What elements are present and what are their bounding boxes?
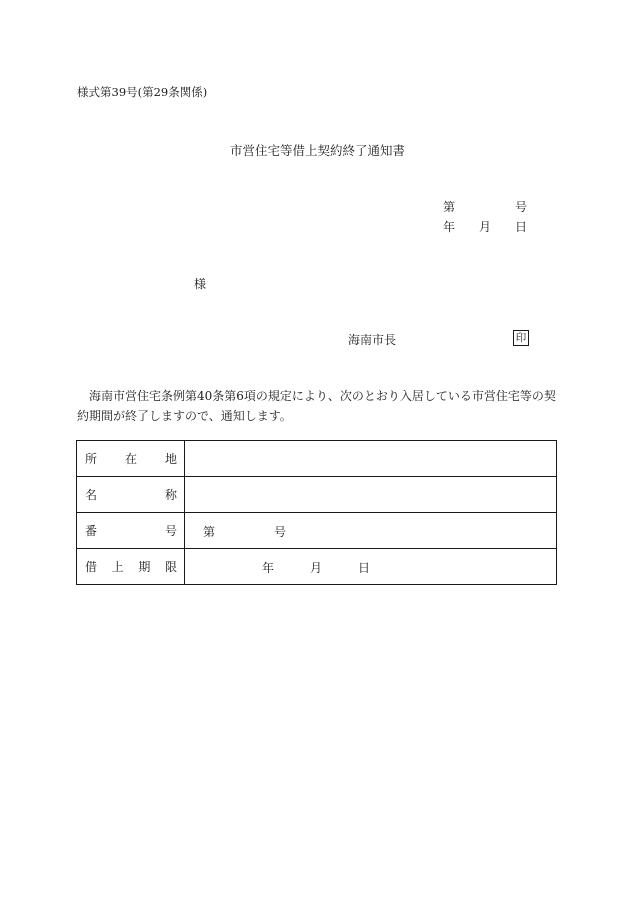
number-label-cell	[77, 513, 185, 549]
document-number-label: 第	[443, 200, 456, 214]
label-char: 地	[164, 452, 177, 466]
number-suffix: 号	[274, 525, 287, 539]
seal-mark: 印	[513, 330, 529, 346]
period-year: 年	[262, 561, 275, 575]
date-day: 日	[515, 220, 528, 234]
notice-body: 海南市営住宅条例第40条第6項の規定により、次のとおり入居している市営住宅等の契約期間が終了しますので、通知します。	[77, 389, 556, 423]
document-number-suffix: 号	[515, 200, 528, 214]
location-value-cell	[185, 441, 557, 477]
addressee-honorific: 様	[194, 277, 207, 291]
label-char: 名	[85, 488, 98, 502]
period-month: 月	[310, 561, 323, 575]
label-char: 借	[85, 560, 98, 574]
table-row	[77, 513, 557, 549]
number-prefix: 第	[203, 525, 216, 539]
date-month: 月	[479, 220, 492, 234]
table-row	[77, 441, 557, 477]
period-value-cell	[185, 549, 557, 585]
location-label-cell	[77, 441, 185, 477]
form-number: 様式第39号(第29条関係)	[77, 85, 208, 99]
table-row	[77, 549, 557, 585]
period-day: 日	[358, 561, 371, 575]
label-char: 在	[124, 452, 137, 466]
label-char: 限	[164, 560, 177, 574]
label-char: 上	[111, 560, 124, 574]
period-label-cell	[77, 549, 185, 585]
label-char: 号	[164, 524, 177, 538]
number-value-cell	[185, 513, 557, 549]
label-char: 称	[164, 488, 177, 502]
name-value-cell	[185, 477, 557, 513]
housing-info-table	[76, 440, 557, 585]
date-year: 年	[443, 220, 456, 234]
label-char: 所	[85, 452, 98, 466]
table-row	[77, 477, 557, 513]
name-label-cell	[77, 477, 185, 513]
label-char: 番	[85, 524, 98, 538]
label-char: 期	[138, 560, 151, 574]
sender-name: 海南市長	[348, 333, 397, 347]
document-title: 市営住宅等借上契約終了通知書	[230, 143, 406, 158]
